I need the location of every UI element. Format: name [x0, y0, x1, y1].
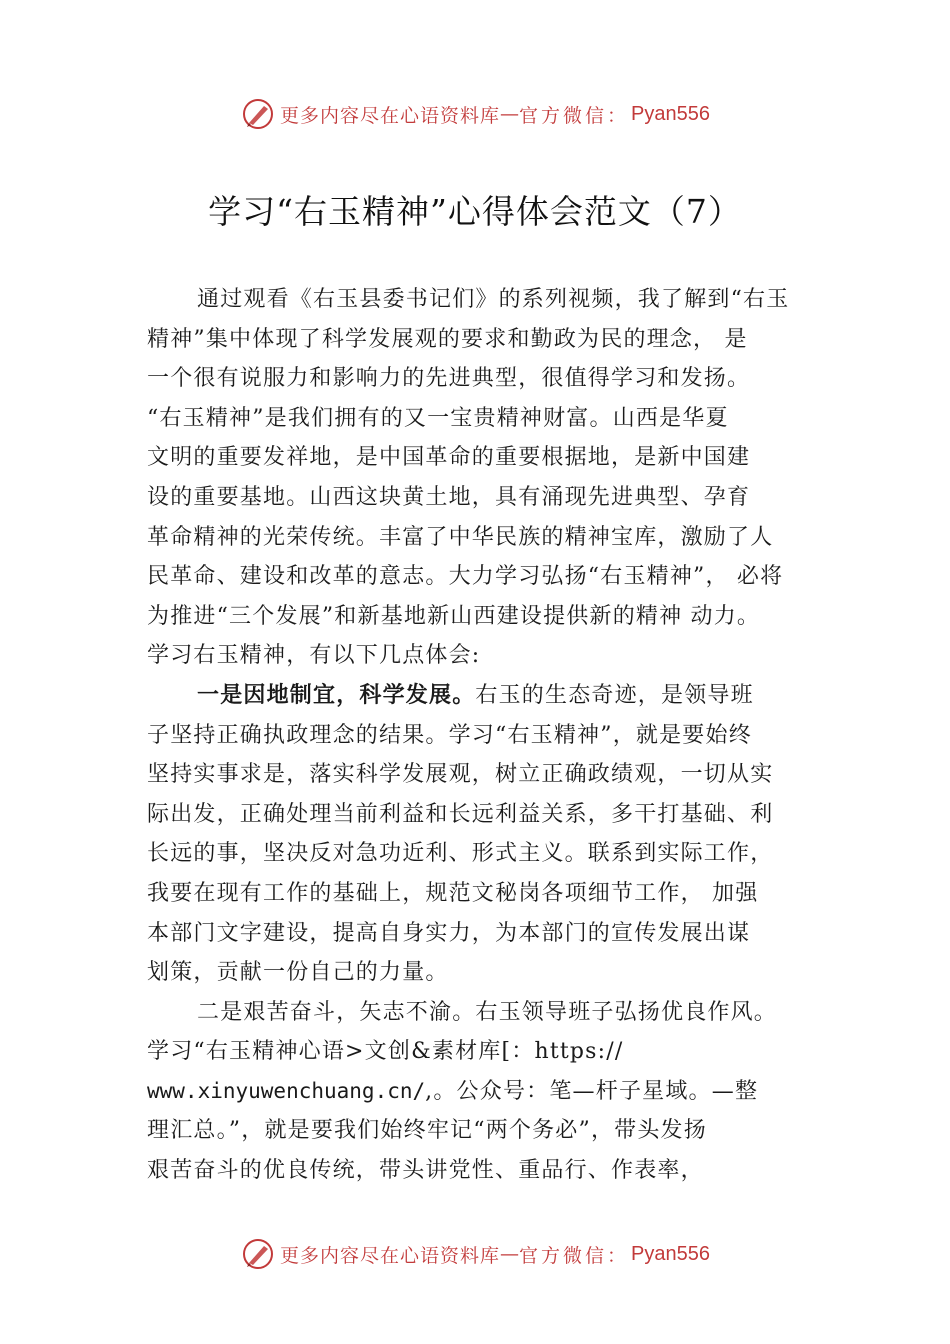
text-line: 为推进“三个发展”和新基地新山西建设提供新的精神 动力。: [147, 603, 761, 629]
watermark-separator: —: [500, 103, 520, 125]
text-line: 民革命、建设和改革的意志。大力学习弘扬“右玉精神”， 必将: [147, 564, 784, 590]
text-line: 坚持实事求是，落实科学发展观，树立正确政绩观，一切从实: [147, 762, 774, 788]
watermark-text: 更多内容尽在心语资料库: [280, 104, 501, 127]
text-line: 精神”集中体现了科学发展观的要求和勤政为民的理念， 是: [147, 326, 748, 352]
pen-logo-icon: [240, 1236, 276, 1272]
text-line: 我要在现有工作的基础上，规范文秘岗各项细节工作， 加强: [147, 880, 759, 906]
watermark-separator: —: [500, 1243, 520, 1265]
text-line: 际出发，正确处理当前利益和长远利益关系，多干打基础、利: [147, 801, 774, 827]
watermark-banner-top: [0, 94, 950, 134]
text-line: 学习右玉精神，有以下几点体会:: [147, 643, 481, 669]
document-body: [147, 280, 837, 1191]
text-line: 本部门文字建设，提高自身实力，为本部门的宣传发展出谋: [147, 920, 751, 946]
text-line: 长远的事，坚决反对急功近利、形式主义。联系到实际工作，: [147, 841, 774, 867]
point-one-heading: 一是因地制宜，科学发展。: [197, 682, 476, 708]
watermark-wechat-id: Pyan556: [631, 102, 710, 125]
text-line: 理汇总。”，就是要我们始终牢记“两个务必”，带头发扬: [147, 1118, 707, 1144]
text-line: [147, 676, 837, 716]
watermark-wechat-label: 官方微信：: [519, 104, 630, 127]
pen-logo-icon: [240, 96, 276, 132]
text-line: 文明的重要发祥地，是中国革命的重要根据地，是新中国建: [147, 445, 751, 471]
text-line: 学习“右玉精神心语>文创&素材库[：https://: [147, 1039, 624, 1065]
document-title: 学习“右玉精神”心得体会范文（7）: [208, 192, 742, 231]
text-fragment: 右玉的生态奇迹，是领导班: [475, 682, 754, 708]
url-text: www.xinyuwenchuang.cn/: [147, 1078, 426, 1103]
text-line: 子坚持正确执政理念的结果。学习“右玉精神”，就是要始终: [147, 722, 752, 748]
text-line: 一个很有说服力和影响力的先进典型，很值得学习和发扬。: [147, 366, 751, 392]
text-line: 划策，贡献一份自己的力量。: [147, 960, 449, 986]
text-line: “右玉精神”是我们拥有的又一宝贵精神财富。山西是华夏: [147, 405, 729, 431]
text-line: 设的重要基地。山西这块黄土地，具有涌现先进典型、孕育: [147, 484, 751, 510]
text-line: 二是艰苦奋斗，矢志不渝。右玉领导班子弘扬优良作风。: [197, 999, 778, 1025]
watermark-wechat-id: Pyan556: [631, 1242, 710, 1265]
text-line: [147, 1072, 837, 1112]
text-line: 革命精神的光荣传统。丰富了中华民族的精神宝库，激励了人: [147, 524, 774, 550]
watermark-text: 更多内容尽在心语资料库: [280, 1244, 501, 1267]
text-line: 艰苦奋斗的优良传统，带头讲党性、重品行、作表率，: [147, 1158, 704, 1184]
watermark-banner-bottom: [0, 1234, 950, 1274]
watermark-wechat-label: 官方微信：: [519, 1244, 630, 1267]
text-line: 通过观看《右玉县委书记们》的系列视频，我了解到“右玉: [197, 287, 790, 312]
text-fragment: ,。公众号：笔—杆子星域。—整: [425, 1078, 759, 1104]
